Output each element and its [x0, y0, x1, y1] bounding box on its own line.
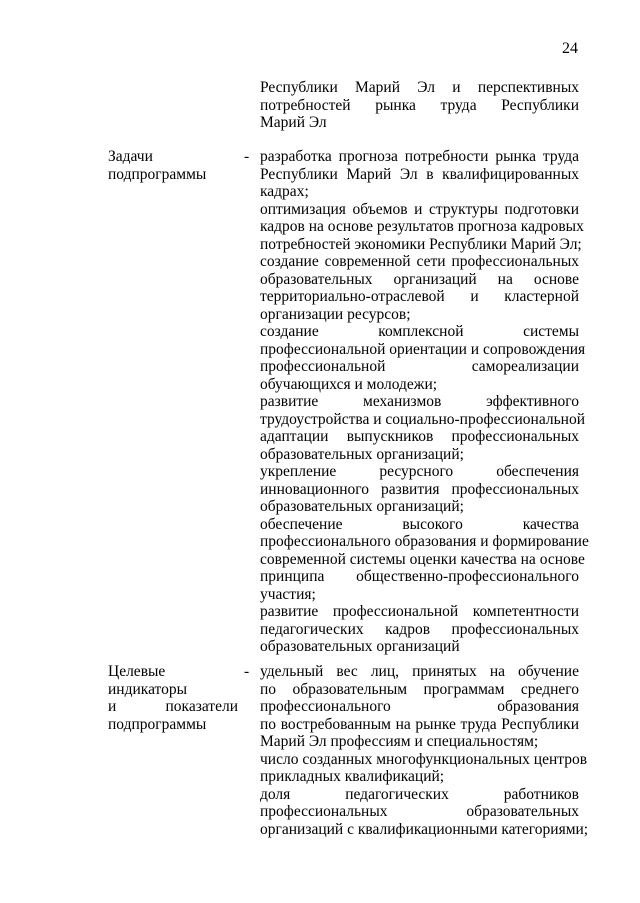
- text-line: число созданных многофункциональных центров: [260, 750, 588, 768]
- row-label-indicators: [108, 663, 238, 733]
- text-line: профессионального образования: [260, 698, 579, 715]
- label-line: и показатели: [108, 698, 238, 715]
- text-line: оптимизация объемов и структуры подготовки: [260, 200, 579, 218]
- row-dash: -: [244, 663, 250, 680]
- row-content-tasks: [260, 148, 589, 656]
- text-line: образовательных организаций: [260, 638, 460, 655]
- label-line: подпрограммы: [108, 715, 207, 733]
- text-line: по образовательным программам среднего: [260, 680, 579, 698]
- text-line: образовательных организаций;: [260, 445, 464, 463]
- text-line: по востребованным на рынке труда Республики: [260, 715, 579, 733]
- text-line: Республики Марий Эл в квалифицированных: [260, 165, 579, 183]
- text-line: потребностей рынка труда Республики: [260, 96, 579, 114]
- text-line: создание современной сети профессиональных: [260, 253, 579, 270]
- row-label-tasks: [108, 148, 238, 183]
- text-line: инновационного развития профессиональных: [260, 480, 579, 498]
- text-line: организации ресурсов;: [260, 305, 411, 323]
- text-line: образовательных организаций;: [260, 498, 464, 515]
- text-line: обеспечение высокого качества: [260, 515, 579, 533]
- text-line: удельный вес лиц, принятых на обучение: [260, 663, 579, 680]
- text-line: разработка прогноза потребности рынка труда: [260, 148, 579, 165]
- text-line: образовательных организаций на основе: [260, 270, 579, 288]
- text-line: организаций с квалификационными категориями;: [260, 820, 589, 838]
- text-line: потребностей экономики Республики Марий Эл;: [260, 235, 582, 253]
- text-line: профессиональной самореализации: [260, 358, 579, 375]
- label-line: подпрограммы: [108, 165, 207, 183]
- text-line: обучающихся и молодежи;: [260, 375, 438, 393]
- text-line: профессионального образования и формирование: [260, 533, 589, 550]
- text-line: Марий Эл профессиям и специальностям;: [260, 733, 539, 750]
- continuation-text: [260, 79, 579, 132]
- text-line: доля педагогических работников: [260, 785, 579, 803]
- label-line: индикаторы: [108, 680, 188, 698]
- text-line: развитие профессиональной компетентности: [260, 603, 579, 620]
- row-dash: -: [244, 148, 250, 165]
- page-number: 24: [562, 40, 578, 57]
- text-line: современной системы оценки качества на основе: [260, 550, 585, 568]
- text-line: кадрах;: [260, 183, 309, 200]
- text-line: развитие механизмов эффективного: [260, 393, 579, 410]
- text-line: принципа общественно-профессионального: [260, 568, 579, 585]
- text-line: кадров на основе результатов прогноза кадровых: [260, 218, 584, 235]
- text-line: профессиональных образовательных: [260, 803, 579, 820]
- text-line: прикладных квалификаций;: [260, 768, 445, 785]
- text-line: создание комплексной системы: [260, 323, 579, 340]
- text-line: укрепление ресурсного обеспечения: [260, 463, 579, 480]
- row-content-indicators: [260, 663, 589, 838]
- text-line: участия;: [260, 585, 316, 603]
- text-line: Марий Эл: [260, 114, 327, 131]
- text-line: территориально-отраслевой и кластерной: [260, 288, 579, 305]
- label-line: Целевые: [108, 663, 166, 680]
- text-line: Республики Марий Эл и перспективных: [260, 79, 579, 96]
- text-line: адаптации выпускников профессиональных: [260, 428, 579, 445]
- text-line: трудоустройства и социально-профессиональной: [260, 410, 586, 428]
- text-line: педагогических кадров профессиональных: [260, 620, 579, 638]
- label-line: Задачи: [108, 148, 153, 165]
- text-line: профессиональной ориентации и сопровождения: [260, 340, 586, 358]
